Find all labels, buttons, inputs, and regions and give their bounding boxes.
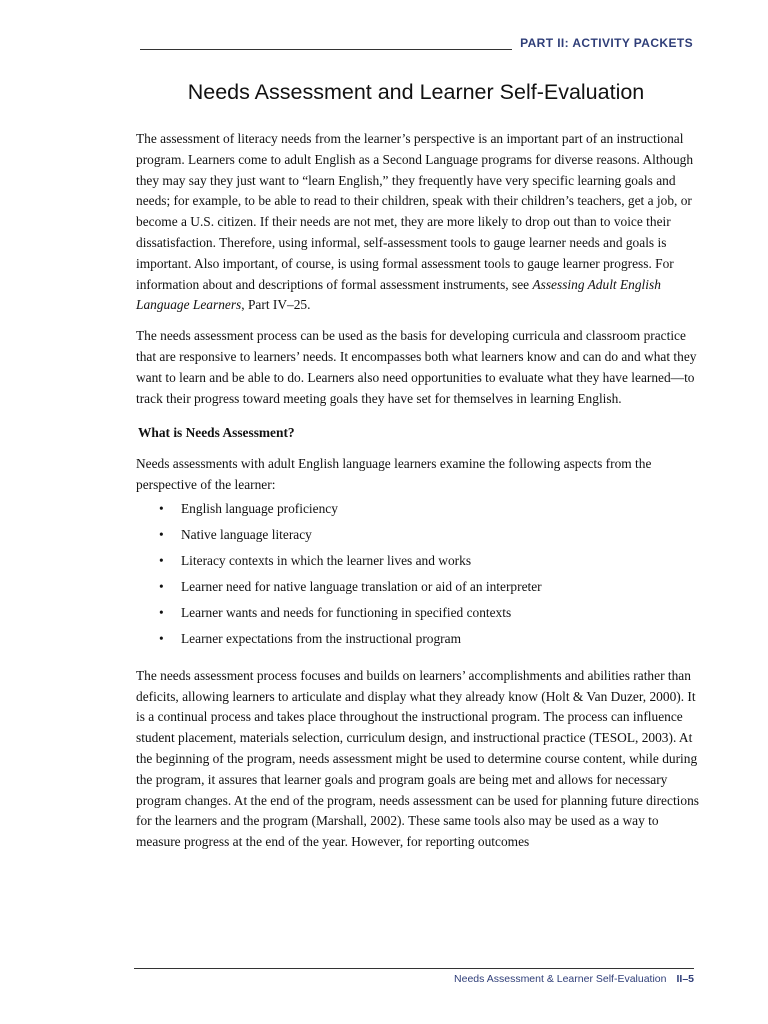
aspects-list [136, 499, 700, 655]
paragraph-intro [136, 129, 700, 316]
header-rule [140, 49, 512, 50]
page-header [140, 36, 693, 52]
paragraph-intro-text: The assessment of literacy needs from the learner’s perspective is an important part of an instructional program. Learners come to adult English as a Second Language programs for diverse reasons. Although they may say they just want to “learn English,” they frequently have very specific learning goals and needs; for example, to be able to read to their children, speak with their children’s teachers, get a job, or become a U.S. citizen. If their needs are not met, they are more likely to drop out than to voice their dissatisfaction. Therefore, using informal, self-assessment tools to gauge learner needs and goals is important. Also important, of course, is using formal assessment tools to gauge learner progress. For information about and descriptions of formal assessment instruments, see [136, 131, 694, 292]
list-item [136, 577, 700, 603]
page-title: Needs Assessment and Learner Self-Evaluation [187, 80, 645, 104]
list-item-text: Learner wants and needs for functioning in specified contexts [181, 604, 512, 620]
page-footer [134, 968, 694, 985]
bullet-icon: • [159, 552, 164, 568]
paragraph-aspects: Needs assessments with adult English language learners examine the following aspects from the perspective of the learner: [136, 456, 652, 492]
bullet-icon: • [159, 630, 164, 646]
page-number: II–5 [676, 973, 694, 985]
list-item [136, 551, 700, 577]
bullet-icon: • [159, 578, 164, 594]
paragraph-intro-citation: , Part IV–25. [241, 297, 311, 313]
section-label: PART II: ACTIVITY PACKETS [520, 36, 693, 50]
footer-rule [134, 968, 694, 969]
list-item-text: Learner expectations from the instructional program [181, 630, 461, 646]
list-item [136, 603, 700, 629]
paragraph-focus: The needs assessment process focuses and builds on learners’ accomplishments and abilities rather than deficits, allowing learners to articulate and display what they already know (Holt & Van Duzer, 2000). It is a continual process and takes place throughout the instructional program. The process can influence student placement, materials selection, curriculum design, and instructional practice (TESOL, 2003). At the beginning of the program, needs assessment might be used to determine course content, while during the program, it assures that learner goals and program goals are being met and allows for necessary program changes. At the end of the program, needs assessment can be used for planning future directions for the learners and the program (Marshall, 2002). These same tools also may be used as a way to measure progress at the end of the year. However, for reporting outcomes [136, 667, 699, 850]
list-item [136, 629, 700, 655]
bullet-icon: • [159, 604, 164, 620]
list-item-text: English language proficiency [181, 500, 338, 516]
section-heading: What is Needs Assessment? [138, 425, 295, 441]
list-item-text: Literacy contexts in which the learner lives and works [181, 552, 472, 568]
running-title: Needs Assessment & Learner Self-Evaluation [454, 973, 667, 985]
bullet-icon: • [159, 526, 164, 542]
footer-text [454, 973, 694, 985]
cited-title: Assessing Adult English Language Learners [136, 276, 661, 313]
list-item [136, 499, 700, 525]
bullet-icon: • [159, 500, 164, 516]
list-item [136, 525, 700, 551]
list-item-text: Learner need for native language translation or aid of an interpreter [181, 578, 542, 594]
paragraph-process: The needs assessment process can be used as the basis for developing curricula and classroom practice that are responsive to learners’ needs. It encompasses both what learners know and can do and what they want to learn and be able to do. Learners also need opportunities to evaluate what they have learned—to track their progress toward meeting goals they have set for themselves in learning English. [136, 328, 697, 406]
document-body [136, 129, 700, 863]
list-item-text: Native language literacy [181, 526, 312, 542]
